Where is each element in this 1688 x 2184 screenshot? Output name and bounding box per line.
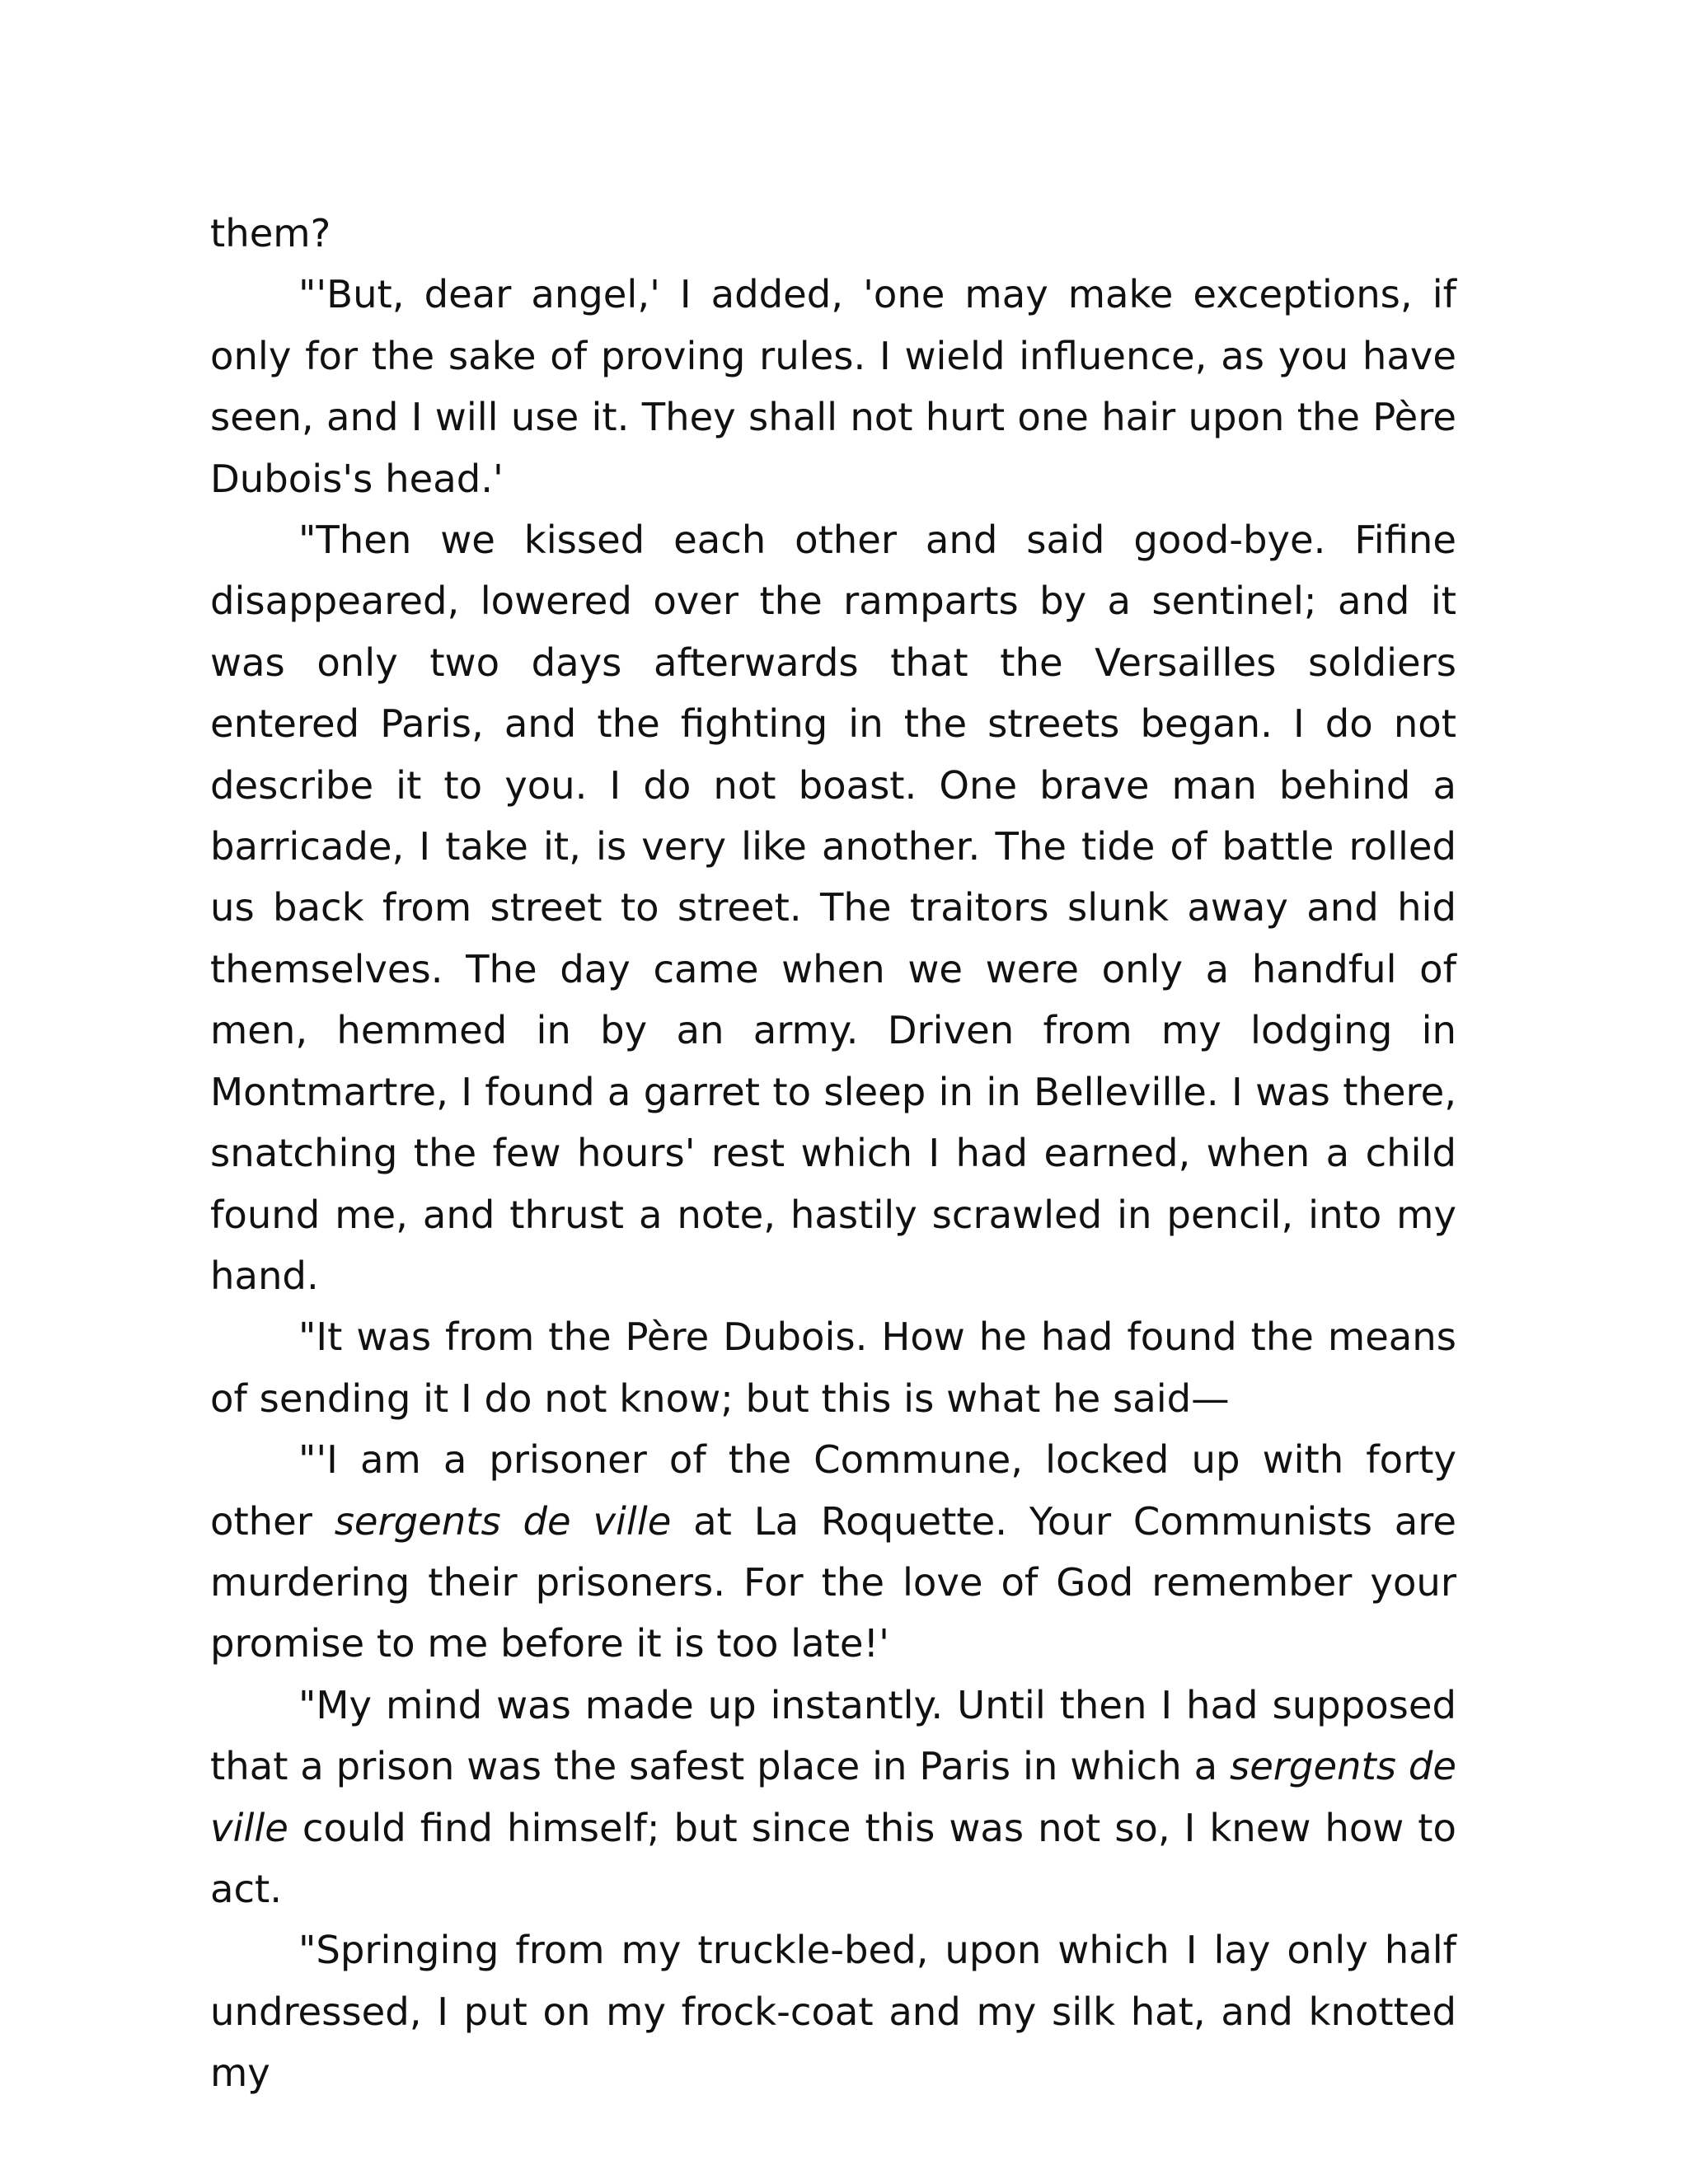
paragraph-6 <box>210 1675 1456 1920</box>
text-run: "'I am a prisoner of the Commune, locked up with forty other <box>210 1437 1456 1544</box>
paragraph-3 <box>210 509 1456 1306</box>
italic-phrase: sergents de ville <box>334 1498 672 1544</box>
paragraph-7 <box>210 1919 1456 2103</box>
body-text <box>210 203 1456 2104</box>
text-run: could find himself; but since this was not so, I knew how to act. <box>210 1805 1456 1911</box>
text-run: them? <box>210 211 331 255</box>
text-run: "It was from the Père Dubois. How he had found the means of sending it I do not know; but this is what he said— <box>210 1315 1456 1421</box>
paragraph-4 <box>210 1306 1456 1429</box>
text-run: "My mind was made up instantly. Until then I had supposed that a prison was the safest place in Paris in which a <box>210 1682 1456 1789</box>
paragraph-5 <box>210 1429 1456 1675</box>
paragraph-2 <box>210 264 1456 509</box>
text-run: "'But, dear angel,' I added, 'one may make exceptions, if only for the sake of proving rules. I wield influence, as you have seen, and I will use it. They shall not hurt one hair upon the Père Dubois's head.' <box>210 272 1456 501</box>
text-run: "Springing from my truckle-bed, upon which I lay only half undressed, I put on my frock-coat and my silk hat, and knotted my <box>210 1928 1456 2096</box>
paragraph-1 <box>210 203 1456 264</box>
text-run: at La Roquette. Your Communists are murdering their prisoners. For the love of God remember your promise to me before it is too late!' <box>210 1498 1456 1666</box>
italic-phrase: sergents de ville <box>210 1744 1456 1850</box>
text-run: "Then we kissed each other and said good-bye. Fifine disappeared, lowered over the ramparts by a sentinel; and it was only two days afterwards that the Versailles soldiers entered Paris, and the fighting in the streets began. I do not describe it to you. I do not boast. One brave man behind a barricade, I take it, is very like another. The tide of battle rolled us back from street to street. The traitors slunk away and hid themselves. The day came when we were only a handful of men, hemmed in by an army. Driven from my lodging in Montmartre, I found a garret to sleep in in Belleville. I was there, snatching the few hours' rest which I had earned, when a child found me, and thrust a note, hastily scrawled in pencil, into my hand. <box>210 518 1456 1298</box>
